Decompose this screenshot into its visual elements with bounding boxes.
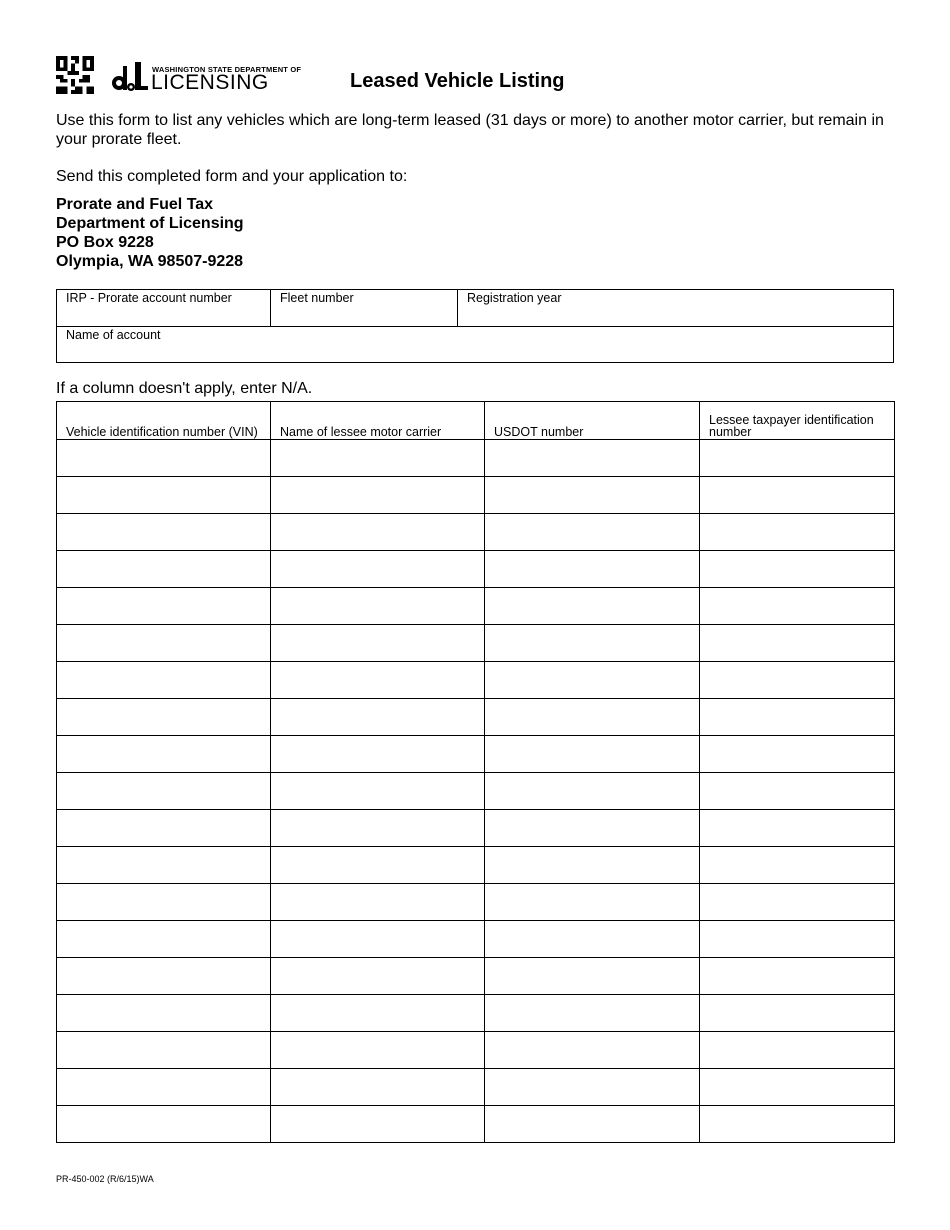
lessee-name-cell[interactable] [271, 514, 485, 551]
taxpayer-id-cell[interactable] [700, 440, 895, 477]
table-header-row [57, 402, 895, 440]
address-line-4: Olympia, WA 98507-9228 [56, 253, 244, 270]
lessee-name-cell[interactable] [271, 662, 485, 699]
taxpayer-id-cell[interactable] [700, 625, 895, 662]
fleet-number-field[interactable] [271, 290, 458, 326]
account-info-box [56, 289, 894, 363]
table-row [57, 699, 895, 736]
vin-cell[interactable] [57, 773, 271, 810]
irp-account-label: IRP - Prorate account number [66, 291, 232, 305]
usdot-cell[interactable] [485, 551, 700, 588]
usdot-cell[interactable] [485, 736, 700, 773]
usdot-cell[interactable] [485, 810, 700, 847]
taxpayer-id-cell[interactable] [700, 1069, 895, 1106]
usdot-cell[interactable] [485, 847, 700, 884]
vin-cell[interactable] [57, 699, 271, 736]
usdot-cell[interactable] [485, 1069, 700, 1106]
taxpayer-id-cell[interactable] [700, 921, 895, 958]
fleet-number-label: Fleet number [280, 291, 354, 305]
page-title: Leased Vehicle Listing [350, 70, 565, 92]
usdot-cell[interactable] [485, 958, 700, 995]
lessee-name-cell[interactable] [271, 773, 485, 810]
lessee-name-cell[interactable] [271, 440, 485, 477]
dol-logo-icon [111, 60, 149, 92]
taxpayer-id-cell[interactable] [700, 551, 895, 588]
taxpayer-id-cell[interactable] [700, 884, 895, 921]
vin-cell[interactable] [57, 958, 271, 995]
lessee-name-cell[interactable] [271, 1069, 485, 1106]
table-row [57, 995, 895, 1032]
taxpayer-id-cell[interactable] [700, 699, 895, 736]
usdot-cell[interactable] [485, 588, 700, 625]
lessee-name-cell[interactable] [271, 699, 485, 736]
lessee-name-cell[interactable] [271, 736, 485, 773]
usdot-cell[interactable] [485, 699, 700, 736]
lessee-name-cell[interactable] [271, 625, 485, 662]
lessee-name-cell[interactable] [271, 847, 485, 884]
barcode-icon [56, 56, 94, 94]
logo-wordmark: LICENSING [151, 71, 269, 94]
table-row [57, 958, 895, 995]
taxpayer-id-cell[interactable] [700, 810, 895, 847]
vin-cell[interactable] [57, 884, 271, 921]
table-row [57, 625, 895, 662]
lessee-name-cell[interactable] [271, 551, 485, 588]
lessee-name-cell[interactable] [271, 921, 485, 958]
table-row [57, 551, 895, 588]
vin-cell[interactable] [57, 995, 271, 1032]
lessee-name-cell[interactable] [271, 588, 485, 625]
vin-cell[interactable] [57, 1106, 271, 1143]
account-name-label: Name of account [66, 328, 161, 342]
address-line-2: Department of Licensing [56, 215, 244, 232]
usdot-cell[interactable] [485, 773, 700, 810]
taxpayer-id-cell[interactable] [700, 736, 895, 773]
lessee-name-cell[interactable] [271, 477, 485, 514]
table-row [57, 736, 895, 773]
registration-year-field[interactable] [458, 290, 893, 326]
lessee-name-cell[interactable] [271, 995, 485, 1032]
usdot-cell[interactable] [485, 662, 700, 699]
column-header-usdot: USDOT number [485, 402, 700, 440]
vin-cell[interactable] [57, 810, 271, 847]
usdot-cell[interactable] [485, 921, 700, 958]
logo-subtitle: WASHINGTON STATE DEPARTMENT OF [152, 65, 302, 74]
usdot-cell[interactable] [485, 625, 700, 662]
column-header-lessee-name: Name of lessee motor carrier [271, 402, 485, 440]
vin-cell[interactable] [57, 625, 271, 662]
taxpayer-id-cell[interactable] [700, 1106, 895, 1143]
vin-cell[interactable] [57, 1032, 271, 1069]
registration-year-label: Registration year [467, 291, 562, 305]
taxpayer-id-cell[interactable] [700, 958, 895, 995]
mailing-address [56, 195, 244, 271]
usdot-cell[interactable] [485, 440, 700, 477]
table-row [57, 921, 895, 958]
form-number: PR-450-002 (R/6/15)WA [56, 1174, 154, 1184]
column-header-taxpayer-id: Lessee taxpayer identification number [700, 402, 895, 440]
table-row [57, 1106, 895, 1143]
taxpayer-id-cell[interactable] [700, 514, 895, 551]
lessee-name-cell[interactable] [271, 958, 485, 995]
table-row [57, 440, 895, 477]
table-row [57, 773, 895, 810]
vin-cell[interactable] [57, 477, 271, 514]
usdot-cell[interactable] [485, 477, 700, 514]
vin-cell[interactable] [57, 440, 271, 477]
vin-cell[interactable] [57, 514, 271, 551]
lessee-name-cell[interactable] [271, 884, 485, 921]
usdot-cell[interactable] [485, 514, 700, 551]
leased-vehicle-table [56, 401, 895, 1143]
vin-cell[interactable] [57, 847, 271, 884]
intro-text: Use this form to list any vehicles which are long-term leased (31 days or more) to another motor carrier, but remain in your prorate fleet. [56, 112, 884, 148]
taxpayer-id-cell[interactable] [700, 588, 895, 625]
taxpayer-id-cell[interactable] [700, 477, 895, 514]
vin-cell[interactable] [57, 921, 271, 958]
account-row [57, 290, 893, 327]
table-body [57, 440, 895, 1143]
taxpayer-id-cell[interactable] [700, 773, 895, 810]
table-row [57, 884, 895, 921]
vin-cell[interactable] [57, 1069, 271, 1106]
irp-account-field[interactable] [57, 290, 271, 326]
table-row [57, 477, 895, 514]
taxpayer-id-cell[interactable] [700, 1032, 895, 1069]
column-header-vin: Vehicle identification number (VIN) [57, 402, 271, 440]
taxpayer-id-cell[interactable] [700, 847, 895, 884]
vin-cell[interactable] [57, 736, 271, 773]
vin-cell[interactable] [57, 662, 271, 699]
table-note: If a column doesn't apply, enter N/A. [56, 380, 313, 397]
vin-cell[interactable] [57, 588, 271, 625]
usdot-cell[interactable] [485, 1106, 700, 1143]
usdot-cell[interactable] [485, 1032, 700, 1069]
taxpayer-id-cell[interactable] [700, 995, 895, 1032]
usdot-cell[interactable] [485, 884, 700, 921]
lessee-name-cell[interactable] [271, 810, 485, 847]
address-line-1: Prorate and Fuel Tax [56, 196, 214, 213]
table-row [57, 810, 895, 847]
table-row [57, 514, 895, 551]
lessee-name-cell[interactable] [271, 1032, 485, 1069]
lessee-name-cell[interactable] [271, 1106, 485, 1143]
table-row [57, 1069, 895, 1106]
taxpayer-id-cell[interactable] [700, 662, 895, 699]
vin-cell[interactable] [57, 551, 271, 588]
usdot-cell[interactable] [485, 995, 700, 1032]
send-to-text: Send this completed form and your application to: [56, 168, 408, 185]
table-row [57, 588, 895, 625]
table-row [57, 847, 895, 884]
table-row [57, 1032, 895, 1069]
address-line-3: PO Box 9228 [56, 234, 154, 251]
table-row [57, 662, 895, 699]
